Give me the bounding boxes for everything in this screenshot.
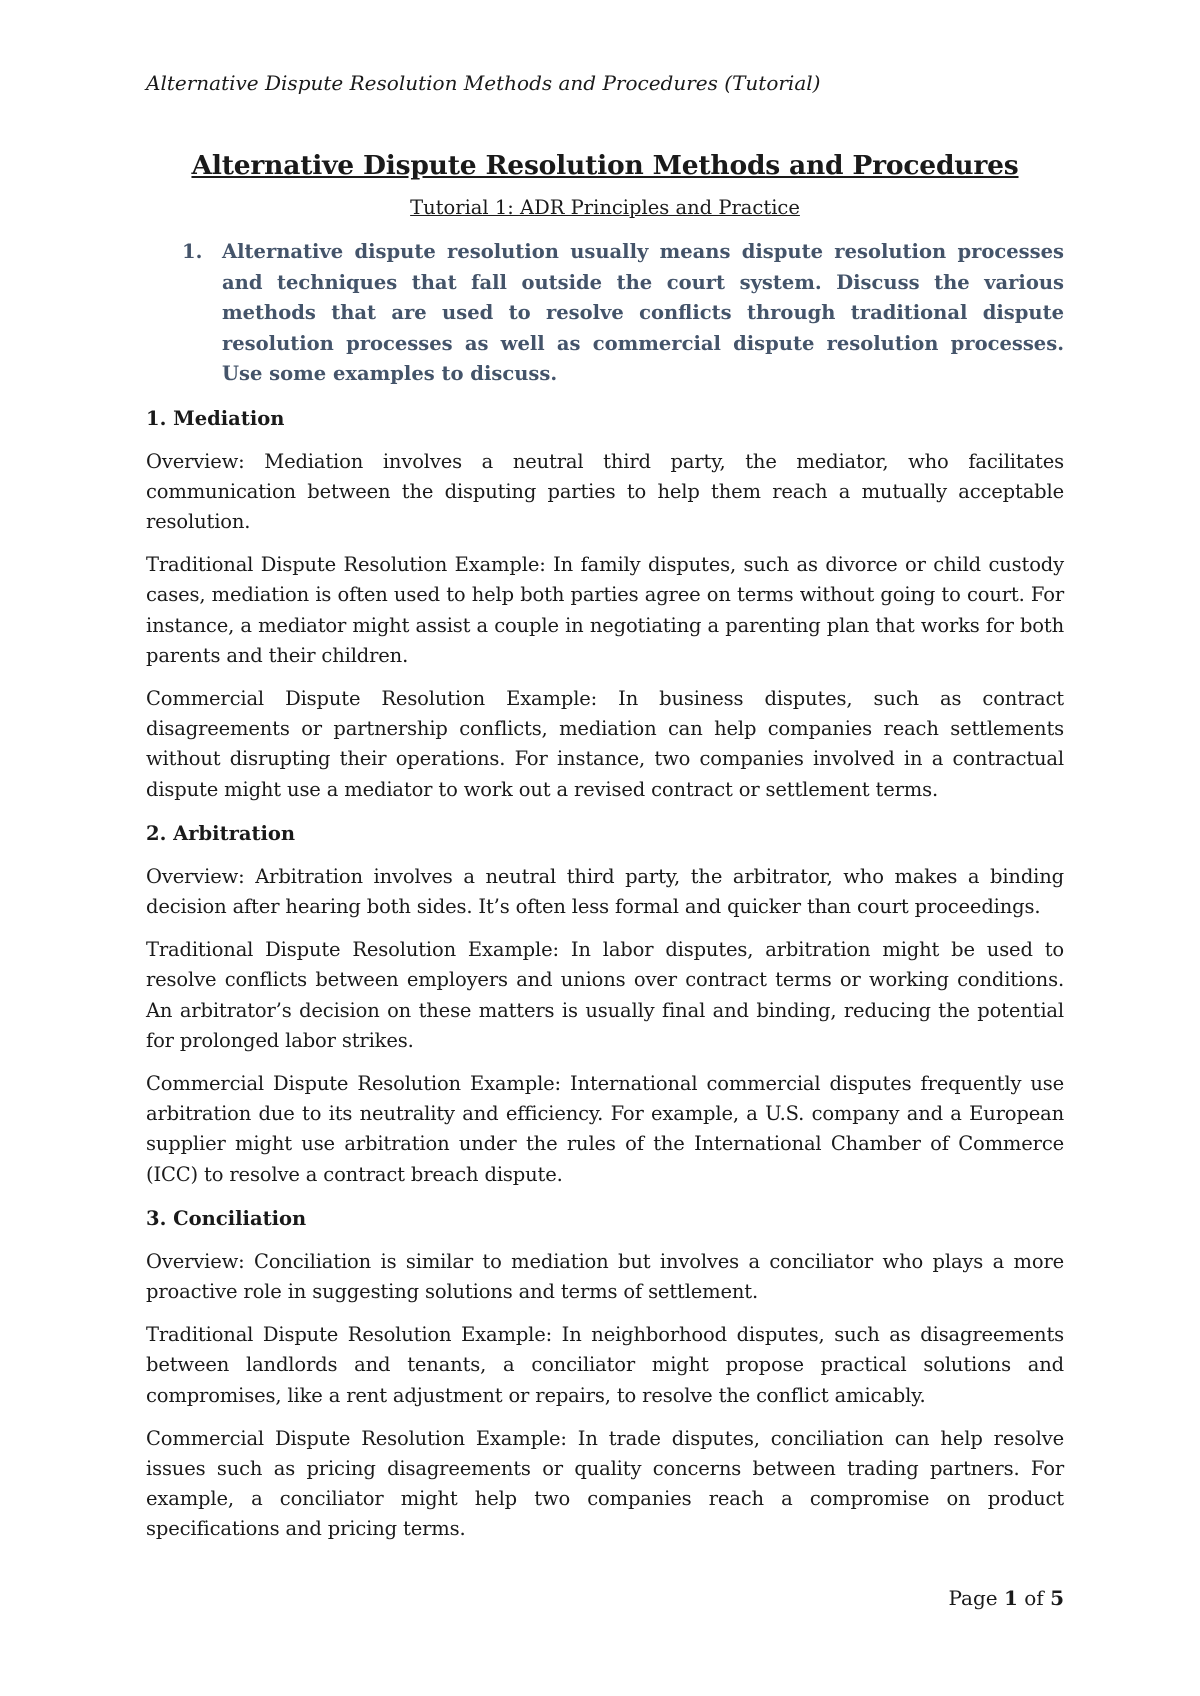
document-subtitle: Tutorial 1: ADR Principles and Practice [410,196,800,219]
section-heading: 1. Mediation [146,406,285,430]
total-pages-number: 5 [1050,1586,1064,1610]
section-paragraph: Overview: Conciliation is similar to mediation but involves a conciliator who plays a more proactive role in suggesting solutions and terms of settlement. [146,1249,1064,1303]
question-number: 1. [182,240,203,263]
section-paragraph: Commercial Dispute Resolution Example: In business disputes, such as contract disagreements or partnership conflicts, mediation can help companies reach settlements without disrupting their operations. For instance, two companies involved in a contractual dispute might use a mediator to work out a revised contract or settlement terms. [146,686,1064,801]
running-header: Alternative Dispute Resolution Methods and Procedures (Tutorial) [146,71,821,95]
section-paragraph: Traditional Dispute Resolution Example: In neighborhood disputes, such as disagreements between landlords and tenants, a conciliator might propose practical solutions and compromises, like a rent adjustment or repairs, to resolve the conflict amicably. [146,1323,1064,1407]
document-title: Alternative Dispute Resolution Methods and Procedures [191,150,1019,181]
page-number-footer [949,1586,1065,1610]
section-mediation [146,404,1064,805]
section-paragraph: Traditional Dispute Resolution Example: In labor disputes, arbitration might be used to resolve conflicts between employers and unions over contract terms or working conditions. An arbitrator’s decision on these matters is usually final and binding, reducing the potential for prolonged labor strikes. [146,938,1064,1052]
current-page-number: 1 [1003,1586,1018,1610]
document-body [146,146,1064,1545]
section-conciliation [146,1204,1064,1545]
question-text: Alternative dispute resolution usually means dispute resolution processes and techniques that fall outside the court system. Discuss the various methods that are used to resolve conflicts through traditional dispute resolution processes as well as commercial dispute resolution processes. Use some examples to discuss. [222,240,1064,385]
section-heading: 2. Arbitration [146,821,296,845]
of-word: of [1024,1586,1044,1610]
section-paragraph: Commercial Dispute Resolution Example: International commercial disputes frequently use arbitration due to its neutrality and efficiency. For example, a U.S. company and a European supplier might use arbitration under the rules of the International Chamber of Commerce (ICC) to resolve a contract breach dispute. [146,1071,1064,1186]
section-heading: 3. Conciliation [146,1206,307,1230]
tutorial-question [146,237,1064,390]
section-paragraph: Traditional Dispute Resolution Example: In family disputes, such as divorce or child custody cases, mediation is often used to help both parties agree on terms without going to court. For instance, a mediator might assist a couple in negotiating a parenting plan that works for both parents and their children. [146,553,1064,667]
section-paragraph: Overview: Mediation involves a neutral third party, the mediator, who facilitates communication between the disputing parties to help them reach a mutually acceptable resolution. [146,449,1064,533]
section-paragraph: Overview: Arbitration involves a neutral third party, the arbitrator, who makes a binding decision after hearing both sides. It’s often less formal and quicker than court proceedings. [146,864,1064,918]
section-arbitration [146,819,1064,1190]
section-paragraph: Commercial Dispute Resolution Example: In trade disputes, conciliation can help resolve issues such as pricing disagreements or quality concerns between trading partners. For example, a conciliator might help two companies reach a compromise on product specifications and pricing terms. [146,1426,1064,1541]
page-word: Page [948,1586,998,1610]
